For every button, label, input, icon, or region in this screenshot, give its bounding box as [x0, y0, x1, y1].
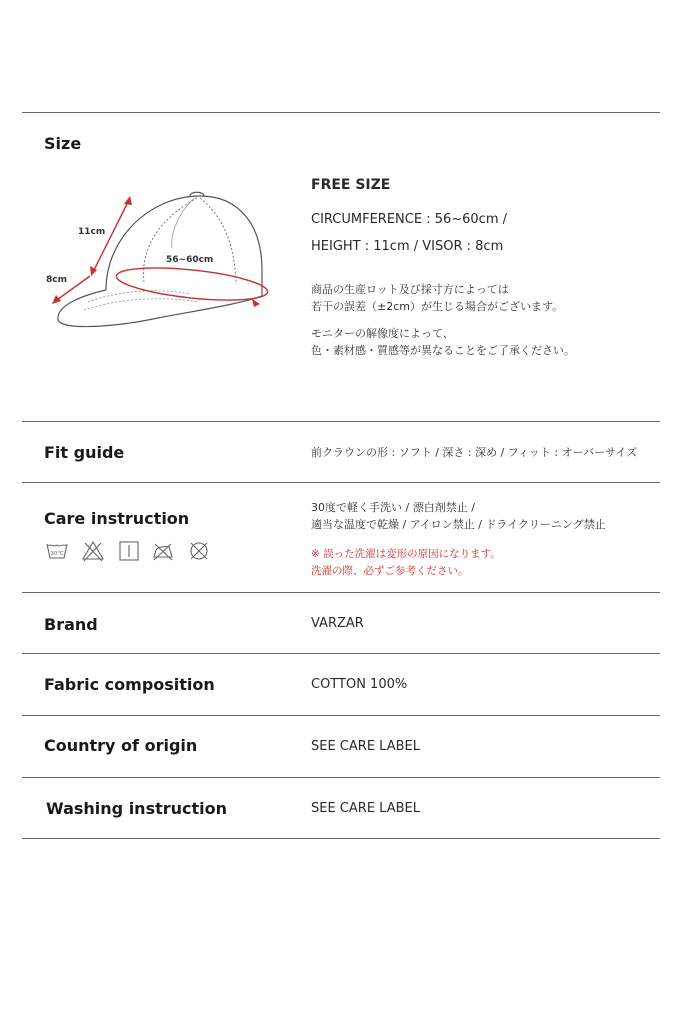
fit-guide-heading: Fit guide — [44, 443, 125, 462]
warning-line: ※ 誤った洗濯は変形の原因になります。 — [311, 548, 501, 560]
size-note-lot — [311, 281, 563, 315]
fabric-heading: Fabric composition — [44, 675, 215, 694]
tumble-dry-icon — [118, 540, 140, 562]
note-line: 若干の誤差（±2cm）が生じる場合がございます。 — [311, 300, 564, 313]
no-bleach-icon — [82, 540, 104, 562]
origin-value: SEE CARE LABEL — [311, 739, 420, 754]
washing-heading: Washing instruction — [46, 799, 228, 818]
care-warning — [311, 546, 501, 580]
brand-value: VARZAR — [311, 616, 364, 631]
size-note-monitor — [311, 325, 575, 359]
no-dry-clean-icon — [188, 540, 210, 562]
note-line: 商品の生産ロット及び採寸方によっては — [311, 283, 509, 296]
warning-line: 洗濯の際、必ずご参考ください。 — [311, 565, 469, 577]
size-spec-line: CIRCUMFERENCE : 56~60cm / — [311, 212, 508, 227]
divider-fabric — [22, 653, 660, 654]
divider-origin — [22, 715, 660, 716]
divider-brand — [22, 592, 660, 593]
height-label: 11cm — [78, 227, 106, 237]
fabric-value: COTTON 100% — [311, 677, 408, 692]
size-spec-line: HEIGHT : 11cm / VISOR : 8cm — [311, 239, 504, 254]
circumference-label: 56~60cm — [166, 255, 214, 265]
note-line: モニターの解像度によって、 — [311, 327, 454, 340]
size-title: FREE SIZE — [311, 177, 391, 193]
cap-illustration — [40, 178, 280, 338]
divider-bottom — [22, 838, 660, 839]
origin-heading: Country of origin — [44, 736, 198, 755]
care-line: 30度で軽く手洗い / 漂白剤禁止 / — [311, 501, 475, 514]
wash-temp-label: 30℃ — [50, 551, 64, 557]
care-line: 適当な温度で乾燥 / アイロン禁止 / ドライクリーニング禁止 — [311, 518, 606, 531]
washing-value: SEE CARE LABEL — [311, 801, 420, 816]
care-icons — [46, 540, 216, 562]
note-line: 色・素材感・質感等が異なることをご了承ください。 — [311, 344, 575, 357]
care-lines — [311, 499, 606, 533]
care-heading: Care instruction — [44, 509, 190, 528]
divider-fit — [22, 421, 660, 422]
hand-wash-30-icon — [46, 540, 68, 562]
brand-heading: Brand — [44, 615, 98, 634]
divider-care — [22, 482, 660, 483]
divider-top — [22, 112, 660, 113]
size-heading: Size — [44, 134, 82, 153]
fit-guide-value: 前クラウンの形 : ソフト / 深さ : 深め / フィット : オーバーサイズ — [311, 446, 638, 459]
size-specs — [311, 206, 507, 260]
divider-washing — [22, 777, 660, 778]
visor-label: 8cm — [46, 275, 67, 285]
cap-size-diagram — [40, 178, 280, 338]
no-iron-icon — [152, 540, 174, 562]
